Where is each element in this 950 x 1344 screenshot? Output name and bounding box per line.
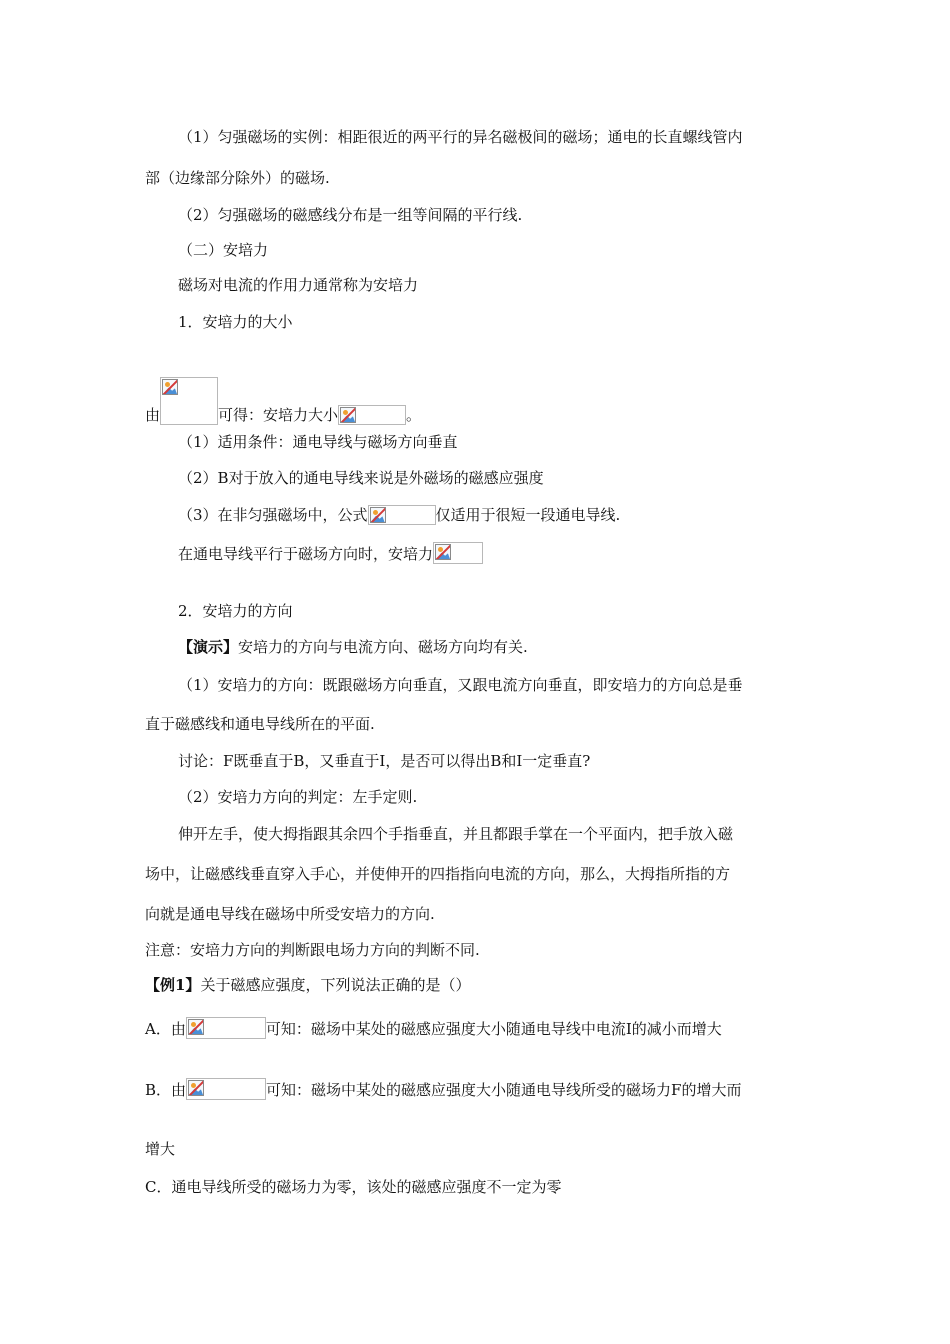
text-line: （1）适用条件：通电导线与磁场方向垂直	[178, 433, 458, 451]
formula-line	[178, 505, 620, 525]
subsection-heading: 1．安培力的大小	[178, 313, 293, 331]
text-line: 注意：安培力方向的判断跟电场力方向的判断不同.	[145, 941, 480, 959]
formula-image-icon	[338, 405, 406, 425]
text-line: （2）安培力方向的判定：左手定则.	[178, 788, 418, 806]
text-line: 向就是通电导线在磁场中所受安培力的方向.	[145, 905, 435, 923]
formula-image-icon	[368, 505, 436, 525]
text-fragment: A．由	[145, 1020, 186, 1038]
text-line: 部（边缘部分除外）的磁场.	[145, 169, 330, 187]
text-fragment: 仅适用于很短一段通电导线.	[435, 506, 621, 524]
text-fragment: 由	[145, 406, 161, 424]
formula-image-icon	[433, 542, 483, 564]
text-fragment: 可得：安培力大小	[218, 406, 339, 424]
option-b	[145, 1078, 741, 1100]
formula-line	[178, 542, 483, 564]
option-a	[145, 1017, 722, 1039]
text-line	[145, 975, 470, 995]
formula-image-icon	[160, 377, 218, 425]
text-line: （1）安培力的方向：既跟磁场方向垂直，又跟电流方向垂直，即安培力的方向总是垂	[178, 676, 743, 694]
option-c: C．通电导线所受的磁场力为零，该处的磁感应强度不一定为零	[145, 1178, 562, 1196]
text-fragment: 。	[406, 406, 422, 424]
formula-line	[145, 377, 421, 425]
text-fragment: 安培力的方向与电流方向、磁场方向均有关.	[238, 638, 528, 656]
text-line: 场中，让磁感线垂直穿入手心，并使伸开的四指指向电流的方向，那么，大拇指所指的方	[145, 865, 731, 883]
text-fragment: 可知：磁场中某处的磁感应强度大小随通电导线中电流I的减小而增大	[265, 1020, 722, 1038]
text-line: 讨论：F既垂直于B，又垂直于I，是否可以得出B和I一定垂直?	[178, 752, 591, 770]
subsection-heading: 2．安培力的方向	[178, 602, 293, 620]
example-label: 【例1】	[145, 976, 201, 994]
text-fragment: B．由	[145, 1081, 187, 1099]
text-fragment: 关于磁感应强度，下列说法正确的是（）	[200, 976, 471, 994]
text-line: （2）匀强磁场的磁感线分布是一组等间隔的平行线.	[178, 206, 523, 224]
text-fragment: 在通电导线平行于磁场方向时，安培力	[178, 545, 434, 563]
text-line	[178, 637, 528, 657]
text-line: （1）匀强磁场的实例：相距很近的两平行的异名磁极间的磁场；通电的长直螺线管内	[178, 128, 743, 146]
text-fragment: （3）在非匀强磁场中，公式	[178, 506, 368, 524]
text-line: 伸开左手，使大拇指跟其余四个手指垂直，并且都跟手掌在一个平面内，把手放入磁	[178, 825, 734, 843]
section-heading: （二）安培力	[178, 241, 269, 259]
text-line: （2）B对于放入的通电导线来说是外磁场的磁感应强度	[178, 469, 544, 487]
formula-image-icon	[186, 1017, 266, 1039]
text-line: 直于磁感线和通电导线所在的平面.	[145, 715, 375, 733]
text-line: 增大	[145, 1140, 176, 1158]
text-line: 磁场对电流的作用力通常称为安培力	[178, 276, 419, 294]
text-fragment: 可知：磁场中某处的磁感应强度大小随通电导线所受的磁场力F的增大而	[266, 1081, 742, 1099]
demo-label: 【演示】	[178, 638, 239, 656]
formula-image-icon	[186, 1078, 266, 1100]
